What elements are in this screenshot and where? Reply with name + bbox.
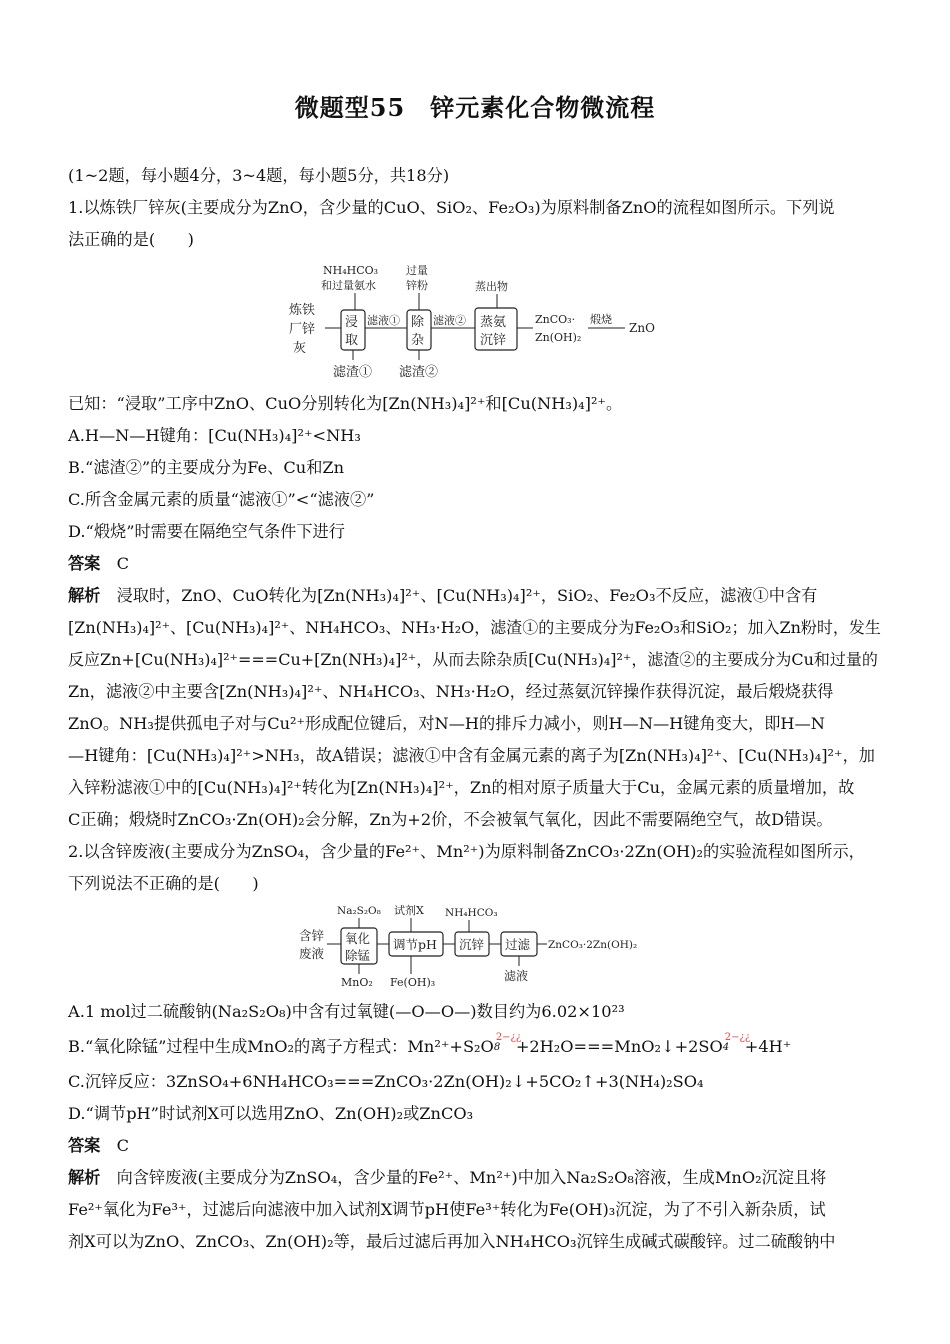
q2-step1-line2: 除锰: [345, 948, 371, 963]
q1-final-product: ZnO: [629, 321, 655, 335]
q2-product: ZnCO₃·2Zn(OH)₂: [548, 939, 638, 951]
q1-reagent1-line1: NH₄HCO₃: [323, 264, 379, 277]
q2-option-a: A.1 mol过二硫酸钠(Na₂S₂O₈)中含有过氧键(—O—O—)数目约为6.02×10²³: [68, 1002, 625, 1021]
q1-stem-line1: 1.以炼铁厂锌灰(主要成分为ZnO，含少量的CuO、SiO₂、Fe₂O₃)为原料制备ZnO的流程如图所示。下列说: [68, 198, 835, 217]
q1-answer: C: [116, 554, 129, 573]
q1-answer-row: [68, 554, 883, 574]
q2-option-d: D.“调节pH”时试剂X可以选用ZnO、Zn(OH)₂或ZnCO₃: [68, 1104, 474, 1123]
q1-option-c: C.所含金属元素的质量“滤液①”<“滤液②”: [68, 490, 375, 509]
q2-answer-label: 答案: [68, 1136, 101, 1155]
q1-analysis-line6: —H键角：[Cu(NH₃)₄]²⁺>NH₃，故A错误；滤液①中含有金属元素的离子为[Zn(NH₃)₄]²⁺、[Cu(NH₃)₄]²⁺，加: [68, 746, 875, 765]
q1-raw-line2: 厂锌: [289, 322, 316, 337]
q1-stem-line2: 法正确的是( ): [68, 230, 194, 249]
q2-reagent3: NH₄HCO₃: [445, 907, 498, 919]
q1-analysis-label: 解析: [68, 586, 101, 605]
q1-step2-line1: 除: [411, 315, 425, 330]
q2-raw-line2: 废液: [299, 946, 325, 961]
q2-residue2: Fe(OH)₃: [390, 976, 436, 989]
q2-option-c: C.沉锌反应：3ZnSO₄+6NH₄HCO₃===ZnCO₃·2Zn(OH)₂↓+5CO₂↑+3(NH₄)₂SO₄: [68, 1072, 704, 1091]
q2-stem-line2: 下列说法不正确的是( ): [68, 874, 259, 893]
q1-option-a: A.H—N—H键角：[Cu(NH₃)₄]²⁺<NH₃: [68, 426, 361, 445]
q2-stem-line1: 2.以含锌废液(主要成分为ZnSO₄，含少量的Fe²⁺、Mn²⁺)为原料制备ZnCO₃·2Zn(OH)₂的实验流程如图所示，: [68, 842, 865, 861]
q1-reagent2-line1: 过量: [406, 264, 428, 277]
q2-step2: 调节pH: [393, 937, 437, 952]
page-title: 微题型55 锌元素化合物微流程: [294, 93, 656, 122]
q2-answer-row: [68, 1136, 883, 1156]
q1-filtrate1: 滤液①: [367, 314, 400, 327]
q1-answer-label: 答案: [68, 554, 101, 573]
q1-raw-line1: 炼铁: [289, 303, 316, 318]
q1-residue2: 滤渣②: [399, 365, 439, 380]
q1-residue1: 滤渣①: [333, 365, 373, 380]
q1-step3-line1: 蒸氨: [480, 315, 507, 330]
q2-step3: 沉锌: [459, 937, 485, 952]
q1-option-b: B.“滤渣②”的主要成分为Fe、Cu和Zn: [68, 458, 345, 477]
q1-product-line2: Zn(OH)₂: [535, 331, 582, 344]
q1-analysis-line3: 反应Zn+[Cu(NH₃)₄]²⁺===Cu+[Zn(NH₃)₄]²⁺，从而去除杂质[Cu(NH₃)₄]²⁺，滤渣②的主要成分为Cu和过量的: [68, 650, 878, 669]
q2-option-b-charge2: 2−¿¿: [724, 1032, 751, 1043]
q2-analysis-line1: 解析 向含锌废液(主要成分为ZnSO₄，含少量的Fe²⁺、Mn²⁺)中加入Na₂S₂O₈溶液，生成MnO₂沉淀且将: [68, 1168, 827, 1187]
q1-analysis-line8: C正确；煅烧时ZnCO₃·Zn(OH)₂会分解，Zn为+2价，不会被氧气氧化，因此不需要隔绝空气，故D错误。: [68, 810, 833, 829]
q1-step1-line2: 取: [345, 333, 359, 348]
q2-option-b: B.“氧化除锰”过程中生成MnO₂的离子方程式：Mn²⁺+S₂O 2−¿¿ 8 +2H₂O===MnO₂↓+2SO 2−¿¿ 4 +4H⁺: [68, 1036, 883, 1057]
q2-analysis-label: 解析: [68, 1168, 101, 1187]
q2-step4: 过滤: [505, 937, 531, 952]
q2-option-b-charge1: 2−¿¿: [495, 1032, 522, 1043]
q1-filtrate2: 滤液②: [433, 314, 466, 327]
q2-residue3: 滤液: [504, 969, 529, 983]
q1-reagent2-line2: 锌粉: [406, 279, 428, 292]
q1-reagent3: 蒸出物: [475, 280, 508, 293]
q1-analysis-line5: ZnO。NH₃提供孤电子对与Cu²⁺形成配位键后，对N—H的排斥力减小，则H—N—H键角变大，即H—N: [68, 714, 825, 733]
q1-product-line1: ZnCO₃·: [535, 313, 576, 326]
q2-analysis-line3: 剂X可以为ZnO、ZnCO₃、Zn(OH)₂等，最后过滤后再加入NH₄HCO₃沉锌生成碱式碳酸锌。过二硫酸钠中: [68, 1232, 836, 1251]
q1-step3-line2: 沉锌: [480, 333, 507, 348]
q1-analysis-line1: 解析 浸取时，ZnO、CuO转化为[Zn(NH₃)₄]²⁺、[Cu(NH₃)₄]²⁺，SiO₂、Fe₂O₃不反应，滤液①中含有: [68, 586, 818, 605]
q1-analysis-line4: Zn，滤液②中主要含[Zn(NH₃)₄]²⁺、NH₄HCO₃、NH₃·H₂O，经过蒸氨沉锌操作获得沉淀，最后煅烧获得: [68, 682, 834, 701]
q1-reagent1-line2: 和过量氨水: [321, 279, 376, 292]
q2-raw-line1: 含锌: [299, 928, 325, 943]
q1-known: 已知：“浸取”工序中ZnO、CuO分别转化为[Zn(NH₃)₄]²⁺和[Cu(NH₃)₄]²⁺。: [68, 394, 623, 413]
q2-answer: C: [116, 1136, 129, 1155]
q1-calcine-label: 煅烧: [590, 313, 612, 326]
q1-flow-diagram: [285, 260, 665, 382]
q2-residue1: MnO₂: [341, 976, 373, 989]
q2-flow-diagram: [297, 900, 657, 992]
q2-reagent2: 试剂X: [394, 904, 424, 917]
q1-step1-line1: 浸: [345, 315, 359, 330]
q1-analysis-line2: [Zn(NH₃)₄]²⁺、[Cu(NH₃)₄]²⁺、NH₄HCO₃、NH₃·H₂O，滤渣①的主要成分为Fe₂O₃和SiO₂；加入Zn粉时，发生: [68, 618, 881, 637]
q2-analysis-line2: Fe²⁺氧化为Fe³⁺，过滤后向滤液中加入试剂X调节pH使Fe³⁺转化为Fe(OH)₃沉淀，为了不引入新杂质，试: [68, 1200, 826, 1219]
q2-step1-line1: 氧化: [345, 931, 371, 946]
score-note: (1~2题，每小题4分，3~4题，每小题5分，共18分): [68, 166, 450, 185]
q1-option-d: D.“煅烧”时需要在隔绝空气条件下进行: [68, 522, 345, 541]
q1-step2-line2: 杂: [411, 333, 425, 348]
q1-analysis-line7: 入锌粉滤液①中的[Cu(NH₃)₄]²⁺转化为[Zn(NH₃)₄]²⁺，Zn的相对原子质量大于Cu，金属元素的质量增加，故: [68, 778, 855, 797]
q1-raw-line3: 灰: [293, 341, 307, 356]
q2-reagent1: Na₂S₂O₈: [337, 905, 381, 917]
